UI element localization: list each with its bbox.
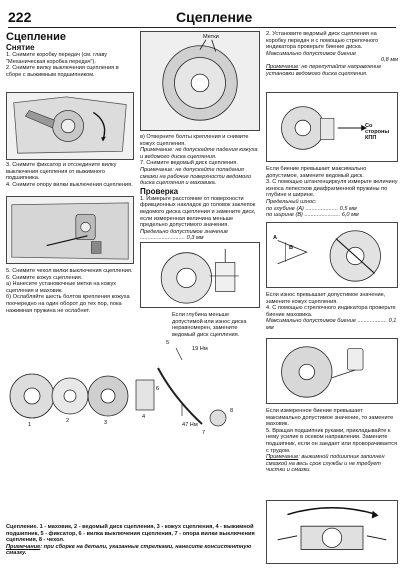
limit-label: Предельный износ: — [266, 198, 317, 205]
page-number: 222 — [8, 9, 32, 25]
release-fork-illustration — [7, 93, 133, 159]
step-6b: б) Ослабляйте шесть болтов крепления кожуха поочередно на один оборот до тех пор, пока нажимная пружина не ослабнет. — [6, 294, 130, 314]
fig-disc-measure — [140, 242, 260, 308]
left-column-steps-5-6 — [6, 268, 134, 314]
part-label-2: 2 — [66, 418, 70, 424]
step-7: 7. Снимите ведомый диск сцепления. — [140, 160, 238, 167]
step-5: 5. Снимите чехол вилки выключения сцепления. — [6, 268, 133, 274]
part-label-6: 6 — [156, 386, 160, 392]
fig-bearing-rotation — [266, 500, 398, 564]
clutch-cover-illustration — [141, 32, 259, 130]
caption-note-text: : при сборке на детали, указанные стрелками, нанесите консистентную смазку. — [6, 543, 252, 557]
right-column-top — [266, 31, 398, 77]
runout-label: Максимально допустимое биение — [266, 50, 356, 57]
note-grease: Примечание: не допускайте попадания смазки на рабочие поверхности ведомого диска сцепления и маховика. — [140, 166, 252, 187]
mark-b-label: В — [289, 245, 294, 251]
fig-clutch-cover-marks — [140, 31, 260, 131]
depth-line: по глубине (А) ..................... 0,5 мм — [266, 205, 357, 212]
marks-label: Метки — [203, 34, 219, 40]
fig-spring-wear — [266, 222, 398, 288]
fig-release-fork — [6, 92, 134, 160]
wear-note: Если глубина меньше допустимой или износ диска неравномерен, замените ведомый диск сцепления. — [172, 312, 247, 338]
part-label-1: 1 — [28, 422, 32, 428]
fork-support-illustration — [7, 197, 133, 263]
middle-wear-note — [172, 312, 260, 338]
disc-measure-illustration — [141, 243, 259, 307]
fig-disc-runout — [266, 92, 398, 162]
fig-flywheel-runout — [266, 338, 398, 404]
part-label-3: 3 — [104, 420, 108, 426]
runout-value: 0,8 мм — [381, 57, 398, 64]
runout-exceeds: Если биение превышает максимально допустимое, замените ведомый диск. — [266, 166, 367, 179]
part-label-7: 7 — [202, 430, 206, 436]
step-4: 4. Снимите опору вилки выключения сцепления. — [6, 181, 133, 188]
flywheel-runout-illustration — [267, 339, 397, 403]
clutch-exploded-illustration — [6, 338, 256, 438]
part-label-5: 5 — [166, 340, 170, 346]
bearing-rotation-illustration — [267, 501, 397, 563]
caption-text: Сцепление. 1 - маховик, 2 - ведомый диск сцепления, 3 - кожух сцепления, 4 - выжимной подшипник, 5 - фиксатор, 6 - вилка выключения сцепления, 7 - опора вилки выключения сцепления, 8 - чехол. — [6, 524, 255, 544]
flywheel-exceeds: Если измеренное биение превышает максимально допустимое значение, то замените маховик. — [266, 408, 394, 428]
spring-wear-illustration — [267, 223, 397, 287]
bearing-note-label: Примечание — [266, 454, 299, 461]
note-label: Примечание — [266, 63, 299, 70]
wear-exceeds: Если износ превышает допустимое значение, замените кожух сцепления. — [266, 292, 386, 305]
header-rule — [8, 27, 396, 28]
step-2: 2. Снимите вилку выключения сцепления в сборе с выжимным подшипником. — [6, 65, 119, 78]
width-line: по ширине (В) ....................... 6,0 мм — [266, 212, 359, 219]
check-limit: Предельно допустимое значение ............................. 0,3 мм — [140, 228, 229, 242]
note-text: : не перепутайте направление установки ведомого диска сцепления. — [266, 63, 382, 77]
right-column-lower — [266, 292, 398, 332]
section-title: Сцепление — [6, 31, 66, 43]
flywheel-runout: Максимально допустимое биение ................... 0,1 мм — [266, 318, 397, 331]
right-column-bottom — [266, 408, 398, 474]
figure-caption — [6, 524, 262, 557]
page-title: Сцепление — [176, 9, 253, 25]
kpp-label: Со стороны КПП — [365, 123, 390, 141]
torque-47-label: 47 Нм — [182, 422, 198, 428]
caption-note-label: Примечание — [6, 543, 41, 550]
left-column-top — [6, 31, 134, 78]
page-header — [0, 0, 403, 28]
step-6: 6. Снимите кожух сцепления. — [6, 274, 83, 281]
step-2-install: 2. Установите ведомый диск сцепления на коробку передач и с помощью стрелочного индикатора проверьте биение диска. — [266, 31, 379, 51]
check-title: Проверка — [140, 186, 179, 196]
step-1: 1. Снимите коробку передач (см. главу "Механическая коробка передач"). — [6, 52, 108, 65]
step-6a: а) Нанесите установочные метки на кожух сцепления и маховик. — [6, 281, 117, 294]
middle-column-top — [140, 134, 260, 242]
step-6c: в) Отверните болты крепления и снимите кожух сцепления. — [140, 134, 249, 147]
fig-clutch-exploded — [6, 338, 256, 438]
left-column-mid — [6, 162, 134, 188]
torque-19-label: 19 Нм — [192, 346, 208, 352]
step-5-bearing: 5. Вращая подшипник руками, прикладывайте к нему усилие в осевом направлении. Замените подшипник, если он заедает или проворачивается с трудом. — [266, 427, 398, 454]
mark-a-label: А — [273, 235, 278, 241]
part-label-8: 8 — [230, 408, 234, 414]
step-4-flywheel: 4. С помощью стрелочного индикатора проверьте биение маховика. — [266, 305, 396, 318]
subsection-title: Снятие — [6, 43, 35, 52]
part-label-4: 4 — [142, 414, 146, 420]
fig-fork-support — [6, 196, 134, 264]
check-step-1: 1. Измерьте расстояние от поверхности фрикционных накладок до головок заклепок ведомого диска сцепления и замените диск, если измеренная величина меньше предельно допустимого значения. — [140, 195, 256, 229]
step-3: 3. Снимите фиксатор и отсоедините вилку выключения сцепления от выжимного подшипника. — [6, 162, 117, 182]
bearing-note-text: : выжимной подшипник заполнен смазкой на весь срок службы и не требует чистки и смазки. — [266, 454, 385, 474]
right-column-mid — [266, 166, 398, 219]
step-3-spring: 3. С помощью штангенциркуля измерьте величину износа лепестков диафрагменной пружины по глубине и ширине. — [266, 179, 398, 199]
note-drop: Примечание: не допускайте падения кожуха и ведомого диска сцепления. — [140, 147, 258, 160]
